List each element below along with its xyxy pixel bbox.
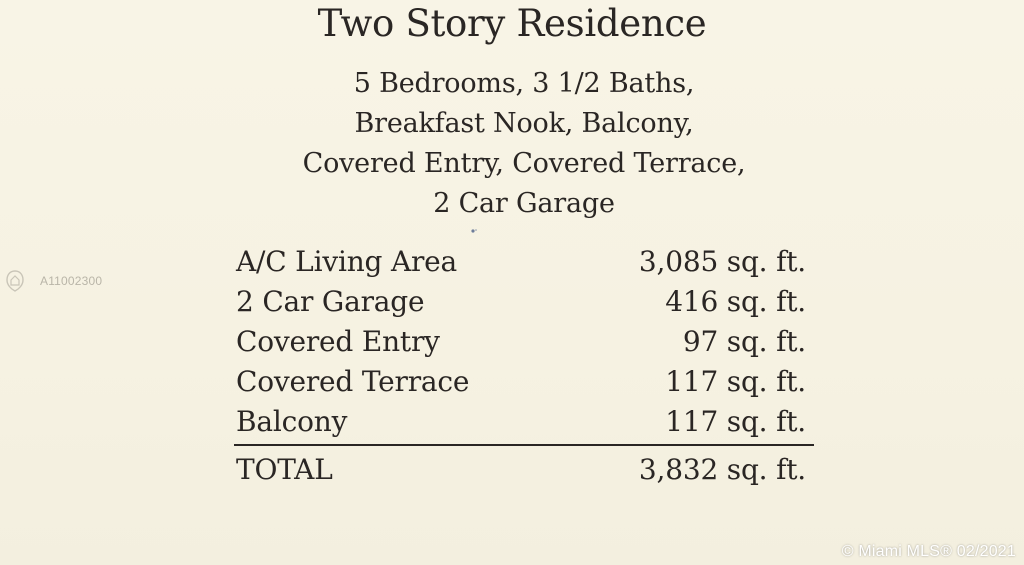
feature-line: 5 Bedrooms, 3 1/2 Baths,: [353, 68, 695, 99]
area-table: [236, 242, 814, 442]
total-label: TOTAL: [236, 453, 333, 486]
copyright-watermark: © Miami MLS® 02/2021: [841, 543, 1016, 560]
page-title: Two Story Residence: [317, 2, 707, 45]
feature-line: 2 Car Garage: [433, 188, 615, 219]
total-value: 3,832 sq. ft.: [638, 453, 806, 486]
area-value: 3,085 sq. ft.: [638, 245, 806, 278]
area-label: Covered Entry: [236, 325, 440, 358]
area-label: Balcony: [236, 405, 348, 438]
area-row: [236, 402, 814, 442]
mls-logo-icon: [4, 268, 26, 294]
total-divider: [234, 444, 814, 446]
feature-line: Covered Entry, Covered Terrace,: [302, 148, 746, 179]
total-line: [236, 450, 814, 490]
feature-line: Breakfast Nook, Balcony,: [354, 108, 694, 139]
area-value: 97 sq. ft.: [682, 325, 806, 358]
area-row: [236, 242, 814, 282]
area-label: A/C Living Area: [236, 245, 458, 278]
area-row: [236, 322, 814, 362]
area-value: 416 sq. ft.: [665, 285, 806, 318]
area-value: 117 sq. ft.: [665, 405, 806, 438]
mls-listing-id: A11002300: [40, 274, 103, 288]
features-list: [0, 64, 1024, 224]
total-row: [236, 450, 814, 490]
area-label: Covered Terrace: [236, 365, 470, 398]
area-row: [236, 282, 814, 322]
area-row: [236, 362, 814, 402]
area-label: 2 Car Garage: [236, 285, 425, 318]
area-value: 117 sq. ft.: [665, 365, 806, 398]
paper-speck: [470, 228, 478, 234]
